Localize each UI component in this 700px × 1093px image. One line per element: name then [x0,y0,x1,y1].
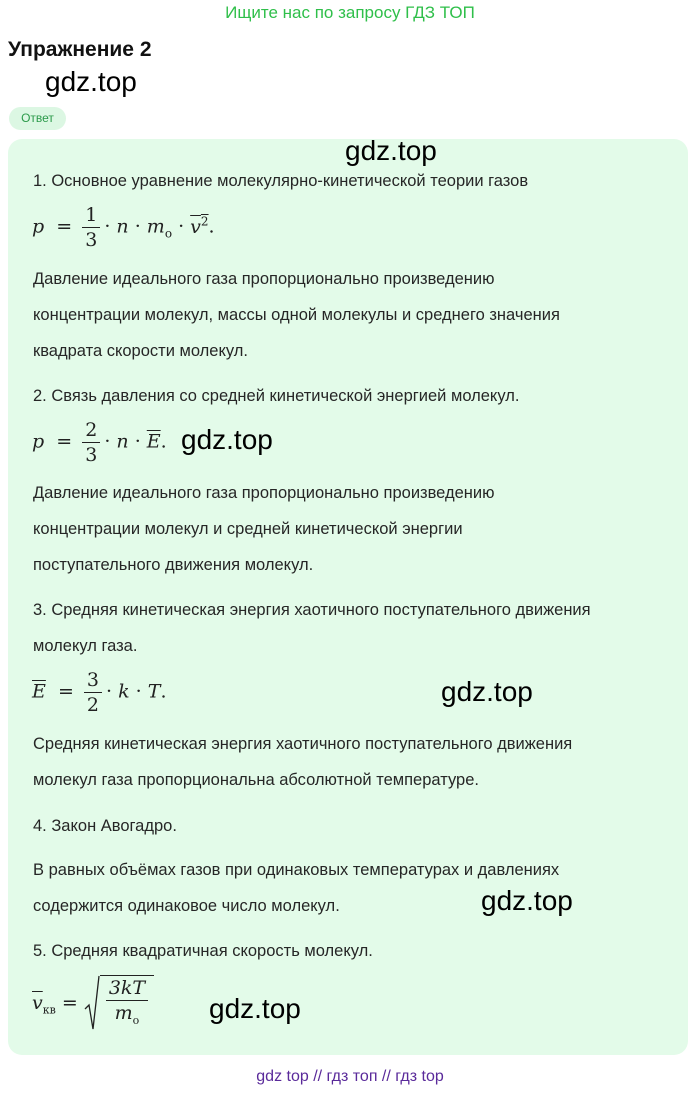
item-2-text-line: поступательного движения молекул. [33,556,314,574]
watermark: gdz.top [181,424,273,455]
watermark: gdz.top [441,676,533,707]
item-1-text-line: Давление идеального газа пропорционально произведению [33,270,495,288]
item-2-heading: 2. Связь давления со средней кинетической энергией молекул. [33,387,520,405]
formula-pressure-energy: p = $\frac{2}{3}$ · $n \cdot \overline{E}$. [32,419,167,466]
item-3-heading-line: 3. Средняя кинетическая энергия хаотичного поступательного движения [33,601,591,619]
item-5-heading: 5. Средняя квадратичная скорость молекул. [33,942,373,960]
item-2-text-line: концентрации молекул и средней кинетической энергии [33,520,463,538]
item-3-heading-line: молекул газа. [33,637,138,655]
formula-mean-energy: $\overline{E}$ = $\frac{3}{2}$ · k · T. [32,669,167,716]
footer-links[interactable]: gdz top // гдз топ // гдз top [256,1068,444,1085]
item-1-text-line: концентрации молекул, массы одной молекулы и среднего значения [33,306,560,324]
formula-pressure-mkt: p = $\frac{1}{3}$ · $n \cdot m_o \cdot v^2$. [32,204,215,251]
item-4-text-line: содержится одинаковое число молекул. [33,897,340,915]
page-title: Упражнение 2 [8,38,152,61]
item-1-heading: 1. Основное уравнение молекулярно-кинетической теории газов [33,172,529,190]
item-3-text-line: Средняя кинетическая энергия хаотичного поступательного движения [33,735,573,753]
search-banner: Ищите нас по запросу ГДЗ ТОП [225,3,475,22]
item-4-heading: 4. Закон Авогадро. [33,817,177,835]
item-2-text-line: Давление идеального газа пропорционально произведению [33,484,495,502]
item-1-text-line: квадрата скорости молекул. [33,342,248,360]
item-3-text-line: молекул газа пропорциональна абсолютной температуре. [33,771,479,789]
watermark: gdz.top [45,66,137,97]
formula-rms-speed: $\overline{v}_{кв}$ = $\frac{3kT}{m_o}$ [32,975,154,1033]
answer-badge[interactable]: Ответ [9,107,66,130]
item-4-text-line: В равных объёмах газов при одинаковых температурах и давлениях [33,861,560,879]
watermark: gdz.top [481,885,573,916]
watermark: gdz.top [345,135,437,166]
watermark: gdz.top [209,993,301,1024]
